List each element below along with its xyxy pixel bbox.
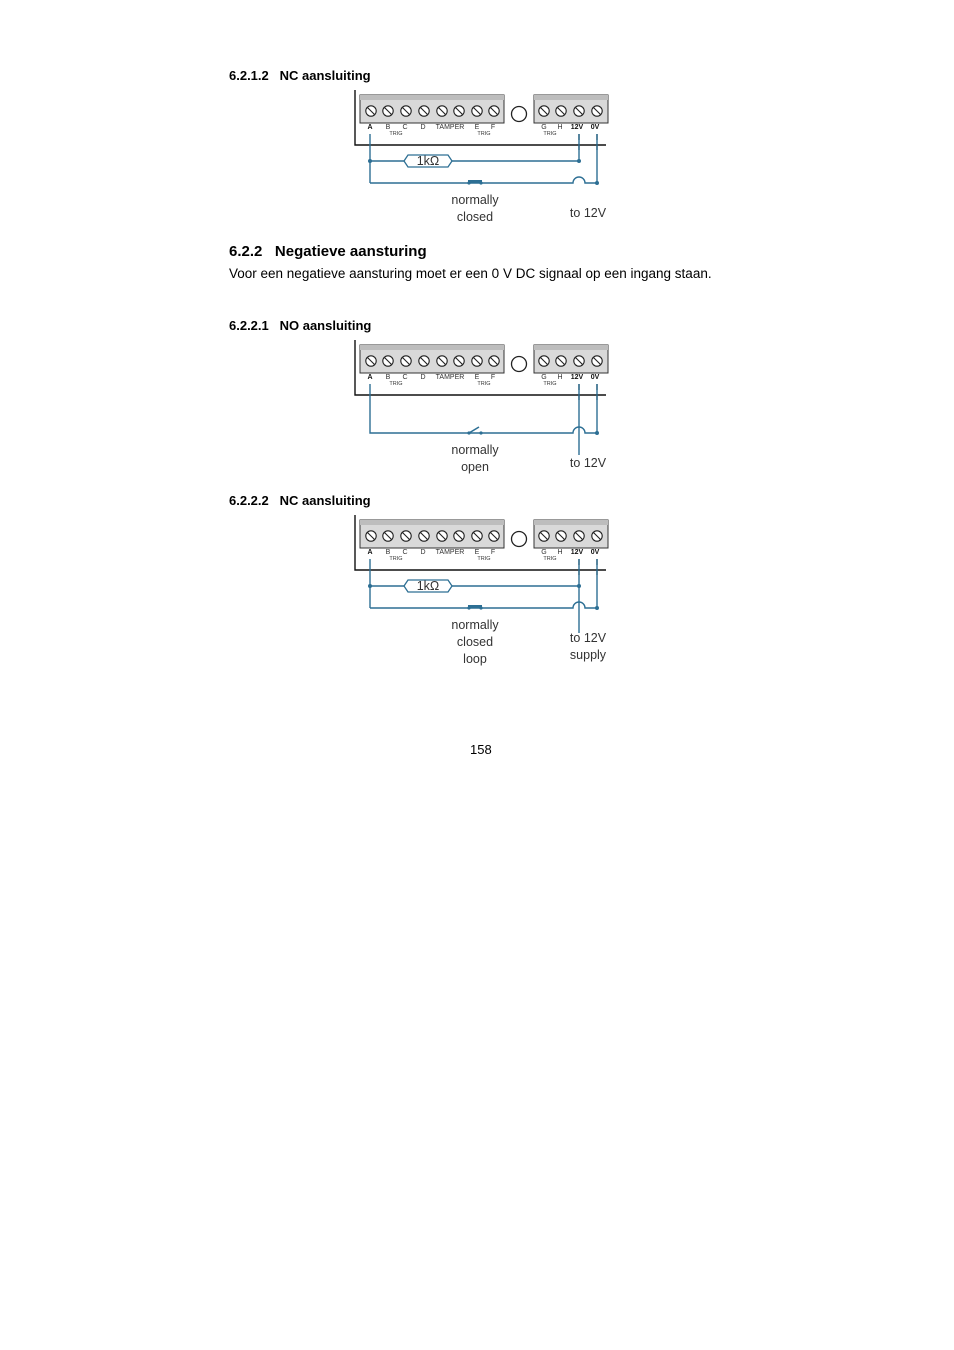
terminal-label-b: B: [385, 549, 391, 556]
section-heading: [229, 493, 371, 508]
trig-label: TRIG: [389, 131, 403, 137]
terminal-label-d: D: [420, 124, 426, 131]
terminal-label-e: E: [474, 374, 480, 381]
junction-dot: [595, 606, 599, 610]
terminal-label-c: C: [402, 549, 408, 556]
section-number: 6.2.2.2: [229, 493, 269, 508]
trig-label: TRIG: [543, 381, 557, 387]
mounting-hole-icon: [512, 532, 527, 547]
section-title: NO aansluiting: [279, 318, 372, 333]
terminal-label-f: F: [490, 549, 496, 556]
contact-dot: [479, 606, 482, 609]
trig-label: TRIG: [389, 556, 403, 562]
terminal-label-0v: 0V: [590, 124, 600, 131]
terminal-label-d: D: [420, 374, 426, 381]
terminal-label-12v: 12V: [570, 549, 584, 556]
section-number: 6.2.2: [229, 243, 263, 260]
junction-dot: [368, 584, 372, 588]
section-title: NC aansluiting: [279, 493, 371, 508]
terminal-label-e: E: [474, 549, 480, 556]
section-title: Negatieve aansturing: [274, 243, 427, 260]
terminal-label-tamper: TAMPER: [435, 549, 465, 556]
terminal-label-b: B: [385, 124, 391, 131]
junction-dot: [595, 181, 599, 185]
terminal-block-top: [360, 345, 504, 350]
supply-label: supply: [569, 648, 607, 662]
page-number: 158: [470, 742, 492, 757]
diagram-nc-resistor-1: [354, 90, 614, 230]
contact-dot: [467, 606, 470, 609]
body-paragraph: Voor een negatieve aansturing moet er een 0 V DC signaal op een ingang staan.: [229, 266, 712, 281]
section-number: 6.2.1.2: [229, 68, 269, 83]
mounting-hole-icon: [512, 107, 527, 122]
section-heading: [229, 68, 371, 83]
section-heading: [229, 243, 427, 260]
terminal-label-b: B: [385, 374, 391, 381]
terminal-label-tamper: TAMPER: [435, 374, 465, 381]
wire: [370, 384, 597, 433]
contact-label: closed: [456, 635, 494, 649]
contact-dot: [479, 431, 482, 434]
section-number: 6.2.2.1: [229, 318, 269, 333]
junction-dot: [595, 431, 599, 435]
trig-label: TRIG: [477, 131, 491, 137]
terminal-label-g: G: [541, 374, 547, 381]
terminal-label-h: H: [557, 549, 563, 556]
trig-label: TRIG: [543, 556, 557, 562]
terminal-label-a: A: [367, 124, 373, 131]
contact-dot: [479, 181, 482, 184]
section-title: NC aansluiting: [279, 68, 371, 83]
no-contact-icon: [469, 427, 479, 433]
terminal-block-top: [360, 520, 504, 525]
terminal-label-g: G: [541, 549, 547, 556]
terminal-label-12v: 12V: [570, 374, 584, 381]
trig-label: TRIG: [477, 381, 491, 387]
terminal-label-a: A: [367, 549, 373, 556]
terminal-board: [355, 90, 608, 224]
terminal-label-c: C: [402, 124, 408, 131]
terminal-label-f: F: [490, 124, 496, 131]
diagram-no-contact: [354, 340, 614, 480]
trig-label: TRIG: [543, 131, 557, 137]
contact-label: normally: [451, 443, 499, 457]
resistor-label: 1kΩ: [416, 154, 440, 168]
terminal-board: [355, 515, 608, 666]
terminal-label-0v: 0V: [590, 549, 600, 556]
terminal-label-f: F: [490, 374, 496, 381]
terminal-block-top: [534, 345, 608, 350]
terminal-block-top: [534, 95, 608, 100]
contact-label: normally: [451, 618, 499, 632]
contact-label: open: [461, 460, 489, 474]
contact-label: closed: [456, 210, 494, 224]
terminal-label-g: G: [541, 124, 547, 131]
mounting-hole-icon: [512, 357, 527, 372]
terminal-label-h: H: [557, 374, 563, 381]
wire: [370, 602, 597, 608]
junction-dot: [577, 584, 581, 588]
terminal-label-e: E: [474, 124, 480, 131]
supply-label: to 12V: [569, 206, 607, 220]
terminal-label-0v: 0V: [590, 374, 600, 381]
contact-dot: [467, 181, 470, 184]
junction-dot: [577, 159, 581, 163]
terminal-block-top: [534, 520, 608, 525]
terminal-label-d: D: [420, 549, 426, 556]
terminal-label-h: H: [557, 124, 563, 131]
supply-label: to 12V: [569, 456, 607, 470]
supply-label: to 12V: [569, 631, 607, 645]
trig-label: TRIG: [389, 381, 403, 387]
resistor-label: 1kΩ: [416, 579, 440, 593]
terminal-label-a: A: [367, 374, 373, 381]
contact-label: loop: [463, 652, 487, 666]
terminal-label-12v: 12V: [570, 124, 584, 131]
terminal-block-top: [360, 95, 504, 100]
contact-label: normally: [451, 193, 499, 207]
trig-label: TRIG: [477, 556, 491, 562]
diagram-nc-resistor-2: [354, 515, 614, 675]
terminal-board: [355, 340, 608, 474]
wire: [370, 177, 597, 183]
section-heading: [229, 318, 371, 333]
junction-dot: [368, 159, 372, 163]
terminal-label-c: C: [402, 374, 408, 381]
terminal-label-tamper: TAMPER: [435, 124, 465, 131]
